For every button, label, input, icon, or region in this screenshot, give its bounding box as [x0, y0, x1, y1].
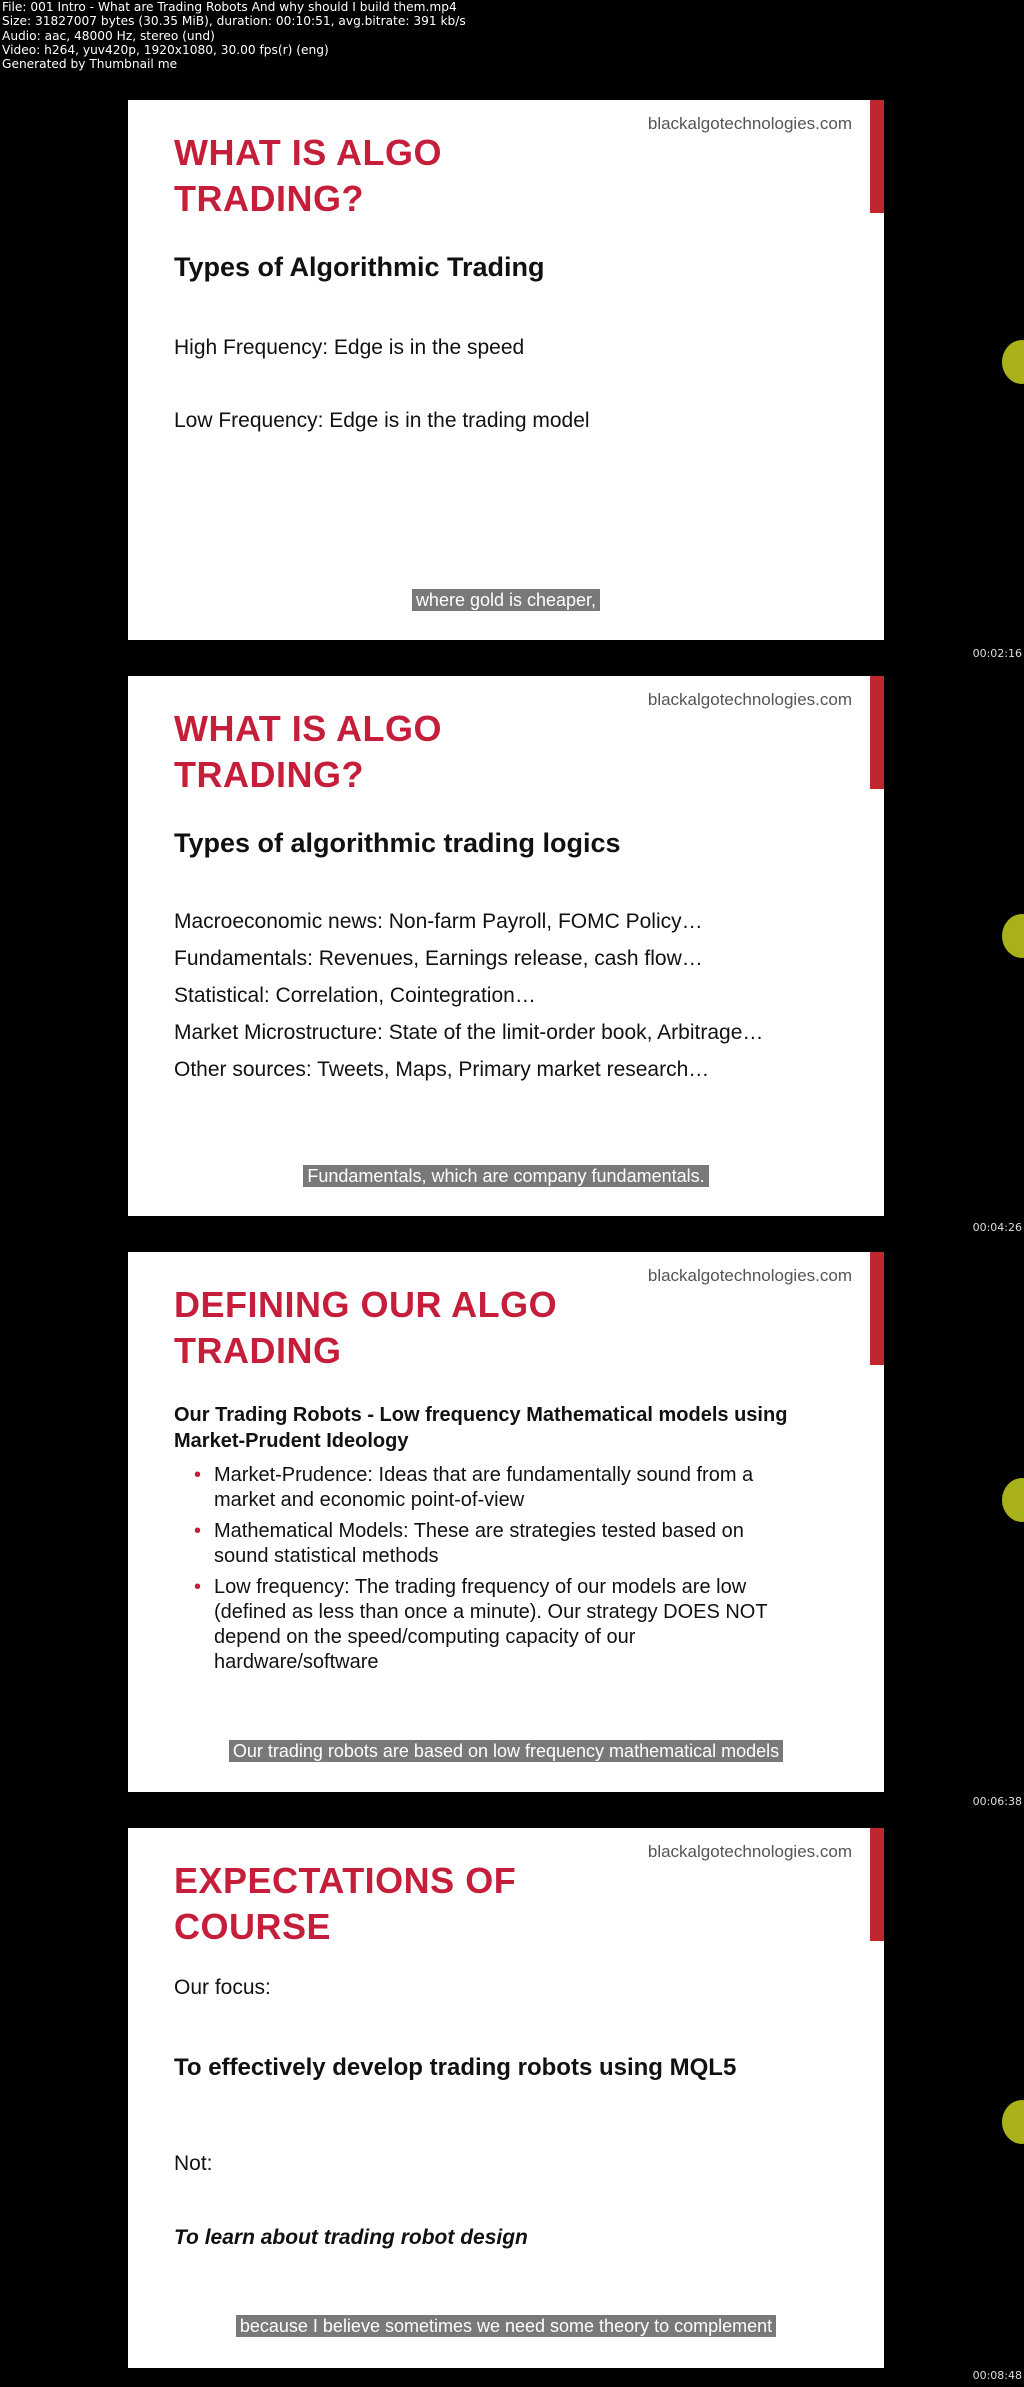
- slide-line: Statistical: Correlation, Cointegration…: [174, 984, 536, 1007]
- slide-line: Low Frequency: Edge is in the trading model: [174, 409, 590, 432]
- video-frame-1: [128, 100, 884, 640]
- video-frame-2: [128, 676, 884, 1216]
- file-info: [2, 0, 466, 71]
- file-info-line: File: 001 Intro - What are Trading Robots And why should I build them.mp4: [2, 0, 457, 14]
- cursor-highlight: [1002, 914, 1024, 958]
- cursor-highlight: [1002, 1478, 1024, 1522]
- timestamp: 00:08:48: [972, 2369, 1022, 2382]
- subtitle-caption: because I believe sometimes we need some theory to complement: [128, 2316, 884, 2337]
- subtitle-caption: Our trading robots are based on low frequency mathematical models: [128, 1741, 884, 1762]
- slide-subtitle: Types of algorithmic trading logics: [174, 828, 621, 858]
- site-url: blackalgotechnologies.com: [647, 690, 852, 709]
- timestamp: 00:06:38: [972, 1795, 1022, 1808]
- accent-bar: [870, 1828, 884, 1941]
- file-info-line: Generated by Thumbnail me: [2, 57, 178, 72]
- file-info-line: Size: 31827007 bytes (30.35 MiB), duration: 00:10:51, avg.bitrate: 391 kb/s: [2, 14, 466, 29]
- site-url: blackalgotechnologies.com: [647, 1266, 852, 1285]
- accent-bar: [870, 676, 884, 789]
- bullet-item: • Low frequency: The trading frequency of our models are low (defined as less than once a minute). Our strategy DOES NOT depend on the speed/computing capacity of our hardware/software: [194, 1576, 768, 1673]
- video-frame-3: [128, 1252, 884, 1792]
- timestamp: 00:04:26: [972, 1221, 1022, 1234]
- focus-label: Our focus:: [174, 1976, 271, 1999]
- slide-line: High Frequency: Edge is in the speed: [174, 336, 525, 359]
- accent-bar: [870, 100, 884, 213]
- video-frame-4: [128, 1828, 884, 2368]
- slide-title: DEFINING OUR ALGO TRADING: [174, 1284, 558, 1371]
- bullet-list: [194, 1463, 784, 1681]
- site-url: blackalgotechnologies.com: [647, 1842, 852, 1861]
- subtitle-caption: Fundamentals, which are company fundamentals.: [128, 1166, 884, 1187]
- slide-line: Macroeconomic news: Non-farm Payroll, FOMC Policy…: [174, 910, 703, 933]
- not-label: Not:: [174, 2152, 213, 2175]
- focus-statement: To effectively develop trading robots using MQL5: [174, 2054, 737, 2081]
- slide-line: Fundamentals: Revenues, Earnings release, cash flow…: [174, 947, 703, 970]
- accent-bar: [870, 1252, 884, 1365]
- bullet-item: • Mathematical Models: These are strategies tested based on sound statistical methods: [194, 1520, 744, 1567]
- slide-title: EXPECTATIONS OF COURSE: [174, 1860, 517, 1947]
- cursor-highlight: [1002, 2100, 1024, 2144]
- cursor-highlight: [1002, 340, 1024, 384]
- not-statement: To learn about trading robot design: [174, 2226, 528, 2249]
- site-url: blackalgotechnologies.com: [647, 114, 852, 133]
- slide-line: Market Microstructure: State of the limit-order book, Arbitrage…: [174, 1021, 764, 1044]
- slide-heading: Our Trading Robots - Low frequency Mathematical models using Market-Prudent Ideology: [174, 1404, 788, 1452]
- subtitle-caption: where gold is cheaper,: [128, 590, 884, 611]
- file-info-line: Video: h264, yuv420p, 1920x1080, 30.00 fps(r) (eng): [2, 42, 329, 57]
- slide-title: WHAT IS ALGO TRADING?: [174, 708, 442, 795]
- timestamp: 00:02:16: [972, 647, 1022, 660]
- file-info-line: Audio: aac, 48000 Hz, stereo (und): [2, 28, 215, 43]
- slide-line: Other sources: Tweets, Maps, Primary market research…: [174, 1058, 710, 1081]
- slide-subtitle: Types of Algorithmic Trading: [174, 252, 545, 282]
- slide-title: WHAT IS ALGO TRADING?: [174, 132, 442, 219]
- bullet-item: • Market-Prudence: Ideas that are fundamentally sound from a market and economic point-of-view: [194, 1464, 754, 1511]
